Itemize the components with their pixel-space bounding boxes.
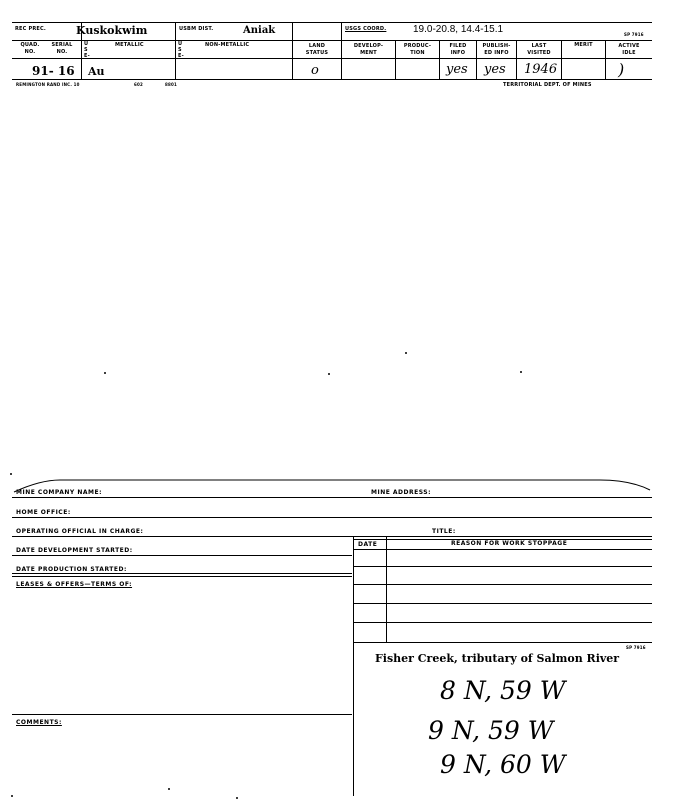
nonmetallic-label: NON-METALLIC — [205, 42, 250, 48]
active-idle-value: ) — [618, 60, 625, 79]
speck — [520, 371, 522, 373]
active-label: ACTIVE — [618, 43, 640, 49]
title-label: TITLE: — [432, 528, 456, 535]
usgs-coord-value: 19.0-20.8, 14.4-15.1 — [413, 24, 504, 35]
status-label: STATUS — [305, 50, 329, 56]
land-label: LAND — [308, 43, 326, 49]
tion-label: TION — [410, 50, 425, 56]
ed-info-label: ED INFO — [484, 50, 509, 56]
operating-official-label: OPERATING OFFICIAL IN CHARGE: — [16, 528, 144, 535]
nonmetallic-e: E- — [178, 53, 184, 59]
speck — [405, 352, 407, 354]
metallic-value: Au — [88, 65, 105, 78]
printer-credit: REMINGTON RAND INC. 10 — [16, 82, 80, 87]
publish-label: PUBLISH- — [482, 43, 511, 49]
form-number-bottom: SP 7916 — [626, 645, 646, 650]
dept-footer: TERRITORIAL DEPT. OF MINES — [503, 82, 592, 88]
handwritten-township-1: 8 N, 59 W — [440, 676, 566, 705]
land-status-value: o — [311, 63, 319, 78]
mine-address-label: MINE ADDRESS: — [371, 489, 432, 496]
serial-no-label: NO. — [56, 49, 68, 55]
usbm-dist-label: USBM DIST. — [179, 26, 214, 32]
date-development-label: DATE DEVELOPMENT STARTED: — [16, 547, 133, 554]
metallic-label: METALLIC — [115, 42, 144, 48]
speck — [236, 797, 238, 799]
home-office-label: HOME OFFICE: — [16, 509, 71, 516]
printer-code-2: 8801 — [165, 82, 177, 87]
handwritten-township-2: 9 N, 59 W — [428, 716, 554, 745]
mine-company-label: MINE COMPANY NAME: — [16, 489, 102, 496]
quad-serial-value: 91- 16 — [32, 64, 75, 78]
usbm-dist-value: Aniak — [243, 25, 276, 36]
ment-label: MENT — [360, 50, 377, 56]
speck — [168, 788, 170, 790]
handwritten-township-3: 9 N, 60 W — [440, 750, 566, 779]
idle-label: IDLE — [622, 50, 636, 56]
filed-label: FILED — [449, 43, 467, 49]
visited-label: VISITED — [527, 50, 551, 56]
date-production-label: DATE PRODUCTION STARTED: — [16, 566, 127, 573]
date-column-header: DATE — [358, 541, 378, 548]
produc-label: PRODUC- — [403, 43, 432, 49]
typed-location-note: Fisher Creek, tributary of Salmon River — [375, 652, 620, 665]
quad-no-label: NO. — [24, 49, 36, 55]
nonmetallic-u: U — [178, 41, 183, 47]
speck — [11, 795, 13, 797]
metallic-u: U — [84, 41, 89, 47]
filed-info-value: yes — [446, 62, 468, 77]
metallic-e: E- — [84, 53, 90, 59]
form-number-top: SP 7916 — [624, 32, 644, 37]
rec-prec-label: REC PREC. — [15, 26, 46, 32]
last-label: LAST — [531, 43, 547, 49]
last-visited-value: 1946 — [524, 62, 558, 77]
speck — [328, 373, 330, 375]
rec-prec-value: Kuskokwim — [76, 24, 148, 37]
metallic-s: S — [84, 47, 88, 53]
develop-label: DEVELOP- — [353, 43, 384, 49]
usgs-coord-label: USGS COORD. — [345, 26, 387, 32]
speck — [104, 372, 106, 374]
published-info-value: yes — [484, 62, 506, 77]
quad-label: QUAD. — [20, 42, 40, 48]
comments-label: COMMENTS: — [16, 719, 62, 726]
info-label: INFO — [450, 50, 466, 56]
serial-label: SERIAL — [51, 42, 73, 48]
reason-column-header: REASON FOR WORK STOPPAGE — [451, 540, 568, 547]
merit-label: MERIT — [574, 42, 593, 48]
nonmetallic-s: S — [178, 47, 182, 53]
leases-label: LEASES & OFFERS—TERMS OF: — [16, 581, 133, 588]
printer-code-1: 602 — [134, 82, 143, 87]
